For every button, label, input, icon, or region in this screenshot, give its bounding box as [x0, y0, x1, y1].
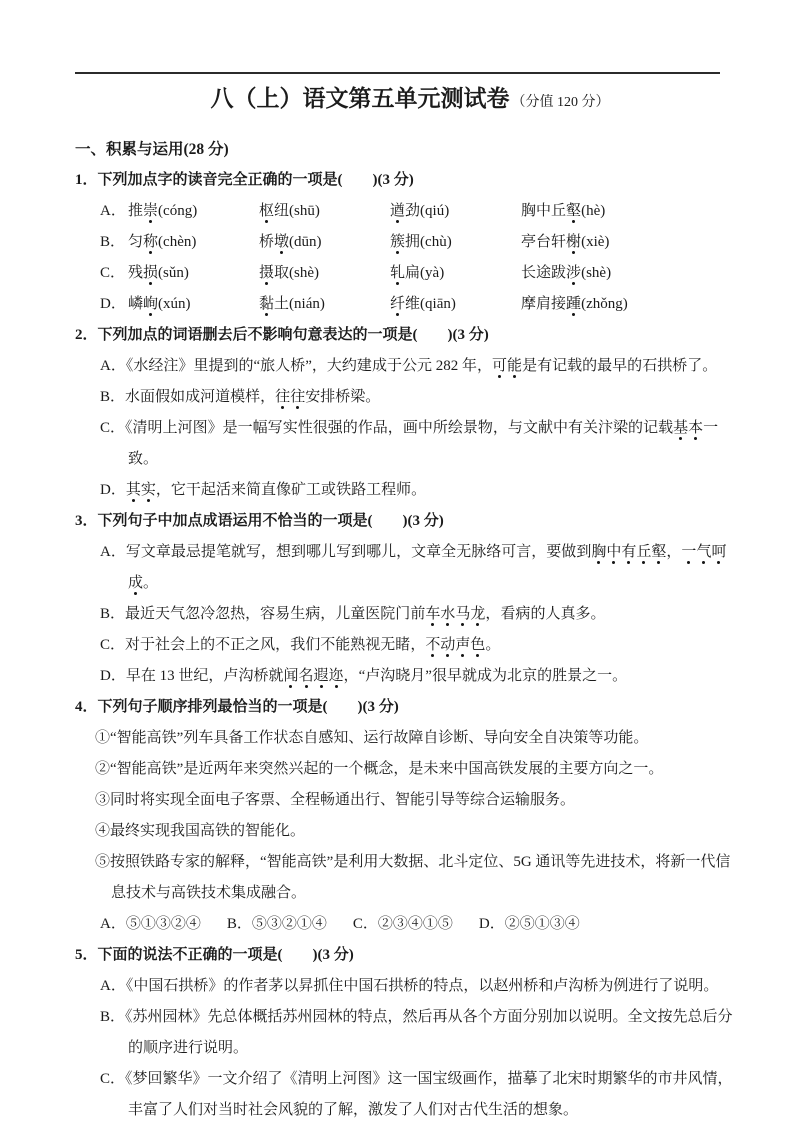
- choice-c: C．②③④①⑤: [352, 916, 453, 932]
- pinyin-item: 轧扁(yà): [390, 265, 445, 281]
- option-text: 其实，它干起活来简直像矿工或铁路工程师。: [125, 482, 427, 498]
- question-3-option-d: [75, 661, 745, 692]
- option-text: 对于社会上的不正之风，我们不能熟视无睹，不动声色。: [125, 637, 501, 653]
- question-1-stem: 1．下列加点字的读音完全正确的一项是( )(3 分): [75, 172, 414, 188]
- question-2-option-d: [75, 475, 745, 506]
- choice-a: A．⑤①③②④: [100, 916, 201, 932]
- question-3: [75, 506, 745, 692]
- pinyin-item: 纤维(qiān): [390, 296, 456, 312]
- pinyin-item: 遒劲(qiú): [390, 203, 450, 219]
- option-label: A．: [100, 978, 126, 994]
- option-label: C．: [100, 265, 126, 281]
- question-4-sentence-4: ④最终实现我国高铁的智能化。: [95, 823, 306, 839]
- pinyin-item: 胸中丘壑(hè): [521, 203, 606, 219]
- option-label: C．: [100, 1071, 126, 1087]
- pinyin-item: 亭台轩榭(xiè): [521, 234, 610, 250]
- pinyin-item: 黏土(nián): [259, 296, 325, 312]
- option-text: 《梦回繁华》一文介绍了《清明上河图》这一国宝级画作，描摹了北宋时期繁华的市井风情，丰富了人们对当时社会风貌的了解，激发了人们对古代生活的想象。: [125, 1071, 733, 1118]
- question-1-option-c: [75, 258, 745, 289]
- option-text: 最近天气忽冷忽热，容易生病，儿童医院门前车水马龙，看病的人真多。: [125, 606, 606, 622]
- question-3-option-a: [75, 537, 745, 599]
- question-2-option-a: [75, 351, 745, 382]
- option-label: A．: [100, 203, 126, 219]
- option-label: C．: [100, 420, 126, 436]
- question-5-option-c: [75, 1064, 745, 1122]
- option-label: B．: [100, 389, 126, 405]
- question-4-sentence-1: ①“智能高铁”列车具备工作状态自感知、运行故障自诊断、导向安全自决策等功能。: [95, 730, 649, 746]
- question-4-stem: 4．下列句子顺序排列最恰当的一项是( )(3 分): [75, 699, 399, 715]
- pinyin-item: 推崇(cóng): [128, 203, 198, 219]
- option-label: D．: [100, 482, 126, 498]
- question-1-option-b: [75, 227, 745, 258]
- pinyin-item: 簇拥(chù): [390, 234, 452, 250]
- option-text: 《清明上河图》是一幅写实性很强的作品，画中所绘景物，与文献中有关汴梁的记载基本一致。: [125, 420, 719, 467]
- question-5: [75, 940, 745, 1122]
- question-1: [75, 165, 745, 320]
- question-5-stem: 5．下面的说法不正确的一项是( )(3 分): [75, 947, 354, 963]
- pinyin-item: 长途跋涉(shè): [521, 265, 612, 281]
- question-4-sentence-2: ②“智能高铁”是近两年来突然兴起的一个概念，是未来中国高铁发展的主要方向之一。: [95, 761, 664, 777]
- header-rule: [75, 72, 720, 74]
- question-2: [75, 320, 745, 506]
- question-4: [75, 692, 745, 940]
- option-text: 写文章最忌提笔就写，想到哪儿写到哪儿，文章全无脉络可言，要做到胸中有丘壑，一气呵成。: [125, 544, 727, 591]
- section-heading: 一、积累与运用(28 分): [75, 141, 229, 158]
- question-4-choices: [75, 909, 745, 940]
- page-title-score-note: （分值 120 分）: [511, 95, 610, 110]
- question-1-option-a: [75, 196, 745, 227]
- page-title: [75, 82, 745, 120]
- option-text: 水面假如成河道模样，往往安排桥梁。: [125, 389, 381, 405]
- pinyin-item: 嶙峋(xún): [128, 296, 191, 312]
- option-label: B．: [100, 234, 126, 250]
- pinyin-item: 匀称(chèn): [128, 234, 197, 250]
- option-label: D．: [100, 668, 126, 684]
- option-label: A．: [100, 358, 126, 374]
- question-2-stem: 2．下列加点的词语删去后不影响句意表达的一项是( )(3 分): [75, 327, 489, 343]
- question-3-stem: 3．下列句子中加点成语运用不恰当的一项是( )(3 分): [75, 513, 444, 529]
- option-label: B．: [100, 606, 126, 622]
- pinyin-item: 摩肩接踵(zhǒng): [521, 296, 628, 312]
- option-text: 《中国石拱桥》的作者茅以昇抓住中国石拱桥的特点，以赵州桥和卢沟桥为例进行了说明。: [125, 978, 719, 994]
- option-text: 《水经注》里提到的“旅人桥”，大约建成于公元 282 年，可能是有记载的最早的石拱桥了。: [125, 358, 718, 374]
- choice-d: D．②⑤①③④: [478, 916, 580, 932]
- option-label: A．: [100, 544, 126, 560]
- option-label: C．: [100, 637, 126, 653]
- pinyin-item: 桥墩(dūn): [259, 234, 322, 250]
- choice-b: B．⑤③②①④: [226, 916, 327, 932]
- question-2-option-b: [75, 382, 745, 413]
- question-5-option-a: [75, 971, 745, 1002]
- pinyin-item: 摄取(shè): [259, 265, 320, 281]
- option-label: B．: [100, 1009, 126, 1025]
- option-text: 《苏州园林》先总体概括苏州园林的特点，然后再从各个方面分别加以说明。全文按先总后分的顺序进行说明。: [125, 1009, 733, 1056]
- question-3-option-b: [75, 599, 745, 630]
- option-label: D．: [100, 296, 126, 312]
- question-3-option-c: [75, 630, 745, 661]
- question-2-option-c: [75, 413, 745, 475]
- question-5-option-b: [75, 1002, 745, 1064]
- question-4-sentence-5: ⑤按照铁路专家的解释，“智能高铁”是利用大数据、北斗定位、5G 通讯等先进技术，将新一代信息技术与高铁技术集成融合。: [95, 854, 731, 901]
- question-1-option-d: [75, 289, 745, 320]
- question-4-sentence-3: ③同时将实现全面电子客票、全程畅通出行、智能引导等综合运输服务。: [95, 792, 576, 808]
- pinyin-item: 残损(sǔn): [128, 265, 189, 281]
- pinyin-item: 枢纽(shū): [259, 203, 320, 219]
- option-text: 早在 13 世纪，卢沟桥就闻名遐迩，“卢沟晓月”很早就成为北京的胜景之一。: [125, 668, 628, 684]
- page-title-text: 八（上）语文第五单元测试卷: [210, 86, 510, 111]
